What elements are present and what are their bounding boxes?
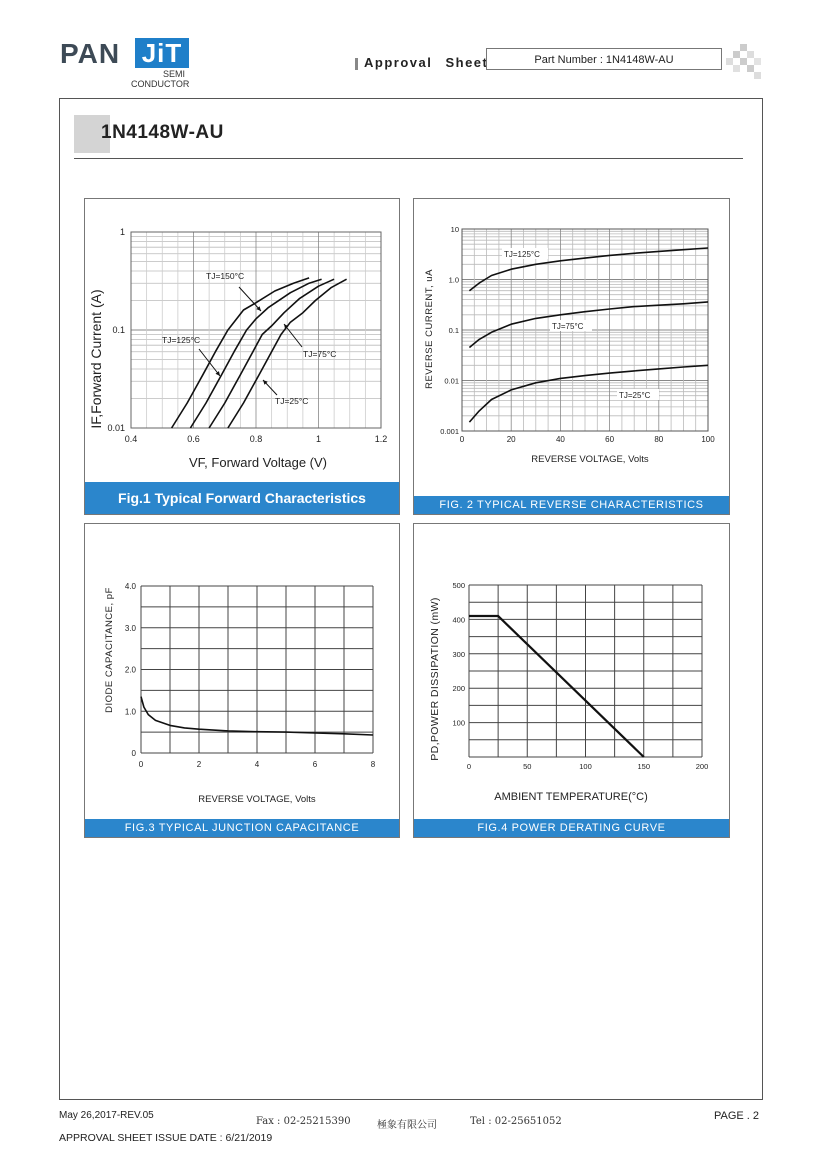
footer-issue-date: APPROVAL SHEET ISSUE DATE : 6/21/2019 xyxy=(59,1132,273,1144)
fig4-ytick: 500 xyxy=(452,581,465,590)
fig3-xtick: 4 xyxy=(254,760,260,769)
fig2-ytick: 10 xyxy=(450,225,459,234)
fig1-annotation: TJ=125°C xyxy=(162,335,201,345)
fig4-caption: FIG.4 POWER DERATING CURVE xyxy=(414,819,729,837)
fig1-chart xyxy=(85,199,399,481)
fig1-xtick: 1.2 xyxy=(374,434,388,444)
fig1-xtick: 0.8 xyxy=(249,434,263,444)
fig1-ytick: 1 xyxy=(119,227,125,237)
fig4-xtick: 200 xyxy=(695,762,709,771)
fig4-xtick: 0 xyxy=(466,762,472,771)
logo-conductor-text: CONDUCTOR xyxy=(131,79,190,89)
fig3-ytick: 1.0 xyxy=(124,707,136,717)
decorative-squares xyxy=(726,44,762,80)
fig3-xtick: 2 xyxy=(196,760,202,769)
fig1-ylabel: IF,Forward Current (A) xyxy=(88,289,104,429)
fig1-xtick: 0.4 xyxy=(124,434,138,444)
logo-semi-text: SEMI xyxy=(163,69,186,79)
fig1-ytick: 0.01 xyxy=(107,423,125,433)
logo-pan-text: PAN xyxy=(60,38,121,69)
fig3-ytick: 4.0 xyxy=(124,582,136,591)
footer-fax: Fax : 02-25215390 xyxy=(256,1116,351,1127)
fig3-caption: FIG.3 TYPICAL JUNCTION CAPACITANCE xyxy=(85,819,399,837)
approval-marker xyxy=(355,58,358,70)
fig3-xtick: 0 xyxy=(138,760,144,769)
fig4-xtick: 150 xyxy=(637,762,651,771)
fig2-xtick: 0 xyxy=(459,435,465,444)
fig2-xtick: 60 xyxy=(605,435,615,444)
fig2-ytick: 1.0 xyxy=(448,275,459,285)
fig2-ytick: 0.001 xyxy=(440,427,459,436)
fig1-arrow xyxy=(239,287,261,311)
footer-date-rev: May 26,2017-REV.05 xyxy=(59,1110,154,1121)
fig2-annotation: TJ=125°C xyxy=(504,250,540,259)
fig3-ytick: 2.0 xyxy=(124,665,136,675)
fig3-panel xyxy=(84,523,400,838)
fig2-annotation: TJ=75°C xyxy=(552,322,584,331)
fig1-caption: Fig.1 Typical Forward Characteristics xyxy=(85,482,399,514)
fig2-xtick: 80 xyxy=(654,435,664,444)
fig2-xtick: 20 xyxy=(506,435,516,444)
fig2-ylabel: REVERSE CURRENT, uA xyxy=(424,269,435,389)
logo-jit-badge: JiT xyxy=(135,38,189,68)
footer-tel: Tel : 02-25651052 xyxy=(470,1116,562,1127)
fig3-xtick: 8 xyxy=(370,760,376,769)
fig2-xtick: 40 xyxy=(555,435,565,444)
fig3-ytick: 3.0 xyxy=(124,623,136,633)
fig3-ytick: 0 xyxy=(131,749,136,758)
fig1-panel xyxy=(84,198,400,515)
fig4-panel xyxy=(413,523,730,838)
fig3-xtick: 6 xyxy=(312,760,318,769)
fig2-ytick: 0.1 xyxy=(448,326,459,335)
fig1-xtick: 0.6 xyxy=(187,434,200,444)
fig1-annotation: TJ=150°C xyxy=(206,271,245,281)
fig4-xtick: 100 xyxy=(579,762,592,771)
fig4-ytick: 400 xyxy=(452,615,465,625)
fig3-xlabel: REVERSE VOLTAGE, Volts xyxy=(198,794,316,805)
fig3-chart xyxy=(85,524,399,819)
fig2-xtick: 100 xyxy=(701,435,715,444)
fig2-xlabel: REVERSE VOLTAGE, Volts xyxy=(531,454,649,465)
fig4-ytick: 200 xyxy=(452,684,465,694)
fig1-xtick: 1 xyxy=(315,434,322,444)
fig1-ytick: 0.1 xyxy=(112,325,125,335)
fig4-xlabel: AMBIENT TEMPERATURE(°C) xyxy=(494,791,648,803)
footer-page: PAGE . 2 xyxy=(714,1110,760,1122)
footer-company: 極象有限公司 xyxy=(377,1120,437,1131)
fig4-ytick: 100 xyxy=(452,718,465,728)
fig2-annotation: TJ=25°C xyxy=(619,391,651,400)
fig4-ylabel: PD,POWER DISSIPATION (mW) xyxy=(429,597,441,761)
fig4-chart xyxy=(414,524,729,819)
fig2-series-line xyxy=(469,365,708,422)
fig4-xtick: 50 xyxy=(523,762,532,771)
fig1-annotation: TJ=75°C xyxy=(303,349,337,359)
fig3-ylabel: DIODE CAPACITANCE, pF xyxy=(104,587,115,713)
title-divider xyxy=(74,158,743,159)
fig2-caption: FIG. 2 TYPICAL REVERSE CHARACTERISTICS xyxy=(414,496,729,514)
fig4-ytick: 300 xyxy=(452,649,465,659)
page-title: 1N4148W-AU xyxy=(101,122,224,143)
fig2-panel xyxy=(413,198,730,515)
fig1-xlabel: VF, Forward Voltage (V) xyxy=(189,455,327,470)
fig2-chart xyxy=(414,199,729,496)
fig1-annotation: TJ=25°C xyxy=(275,396,309,406)
part-number-box: Part Number : 1N4148W-AU xyxy=(486,48,722,70)
approval-sheet-label: Approval Sheet xyxy=(364,55,489,70)
fig2-ytick: 0.01 xyxy=(444,376,459,386)
